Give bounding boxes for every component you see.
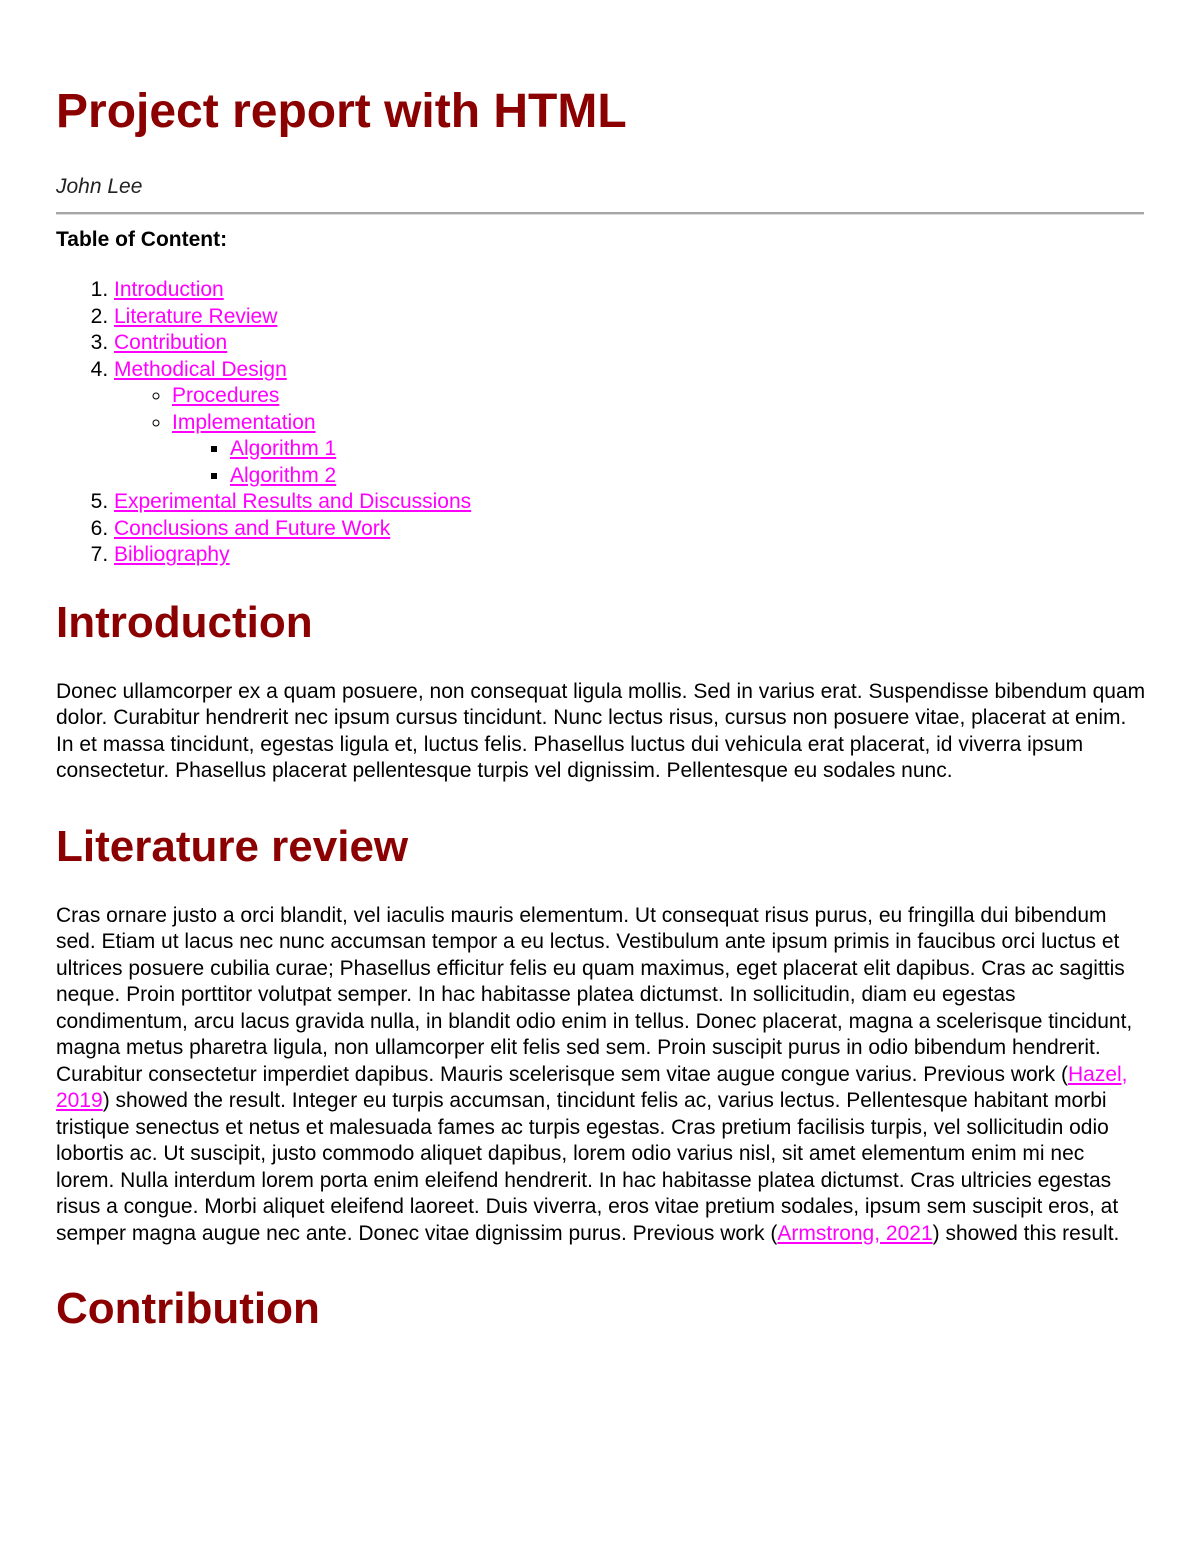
toc-link-literature-review[interactable]: Literature Review	[114, 304, 278, 328]
citation-link-armstrong[interactable]: Armstrong, 2021	[777, 1221, 933, 1245]
toc-link-implementation[interactable]: Implementation	[172, 410, 316, 434]
title-divider	[56, 212, 1144, 215]
table-of-contents	[56, 277, 1144, 569]
toc-item-introduction	[114, 277, 1144, 304]
toc-link-introduction[interactable]: Introduction	[114, 278, 224, 301]
toc-sublist-implementation	[172, 436, 1144, 489]
literature-text-part-2: ) showed the result. Integer eu turpis accumsan, tincidunt felis ac, varius lectus. Pellentesque habitant morbi tristique senectus et netus et malesuada fames ac turpis egestas. Cras pretium facilisis turpis, vel sollicitudin odio lobortis ac. Ut suscipit, justo commodo aliquet dapibus, lorem odio varius nisl, sit amet elementum enim mi nec lorem. Nulla interdum lorem porta enim eleifend hendrerit. In hac habitasse platea dictumst. Cras ultricies egestas risus a congue. Morbi aliquet eleifend laoreet. Duis viverra, eros vitae pretium sodales, ipsum sem suscipit eros, at semper magna augue nec ante. Donec vitae dignissim purus. Previous work (	[56, 1089, 1119, 1245]
toc-link-procedures[interactable]: Procedures	[172, 384, 280, 407]
toc-item-contribution	[114, 330, 1144, 357]
toc-heading: Table of Content:	[56, 228, 228, 251]
toc-item-algorithm-1	[230, 436, 1144, 463]
toc-sublist-methodical-design	[114, 383, 1144, 489]
toc-link-contribution[interactable]: Contribution	[114, 331, 228, 354]
toc-link-bibliography[interactable]: Bibliography	[114, 543, 230, 566]
literature-paragraph	[56, 903, 1146, 1248]
toc-item-implementation	[172, 410, 1144, 490]
toc-item-bibliography	[114, 542, 1144, 569]
toc-link-methodical-design[interactable]: Methodical Design	[114, 357, 287, 381]
toc-item-conclusions	[114, 516, 1144, 543]
toc-item-experimental-results	[114, 489, 1144, 516]
toc-link-conclusions[interactable]: Conclusions and Future Work	[114, 516, 391, 540]
literature-text-part-3: ) showed this result.	[932, 1221, 1120, 1245]
author-name: John Lee	[56, 175, 143, 198]
toc-item-algorithm-2	[230, 463, 1144, 490]
page-title: Project report with HTML	[56, 85, 627, 138]
toc-link-algorithm-1[interactable]: Algorithm 1	[230, 437, 337, 460]
toc-item-methodical-design	[114, 357, 1144, 490]
toc-item-procedures	[172, 383, 1144, 410]
literature-text-part-1: Cras ornare justo a orci blandit, vel iaculis mauris elementum. Ut consequat risus purus, eu fringilla dui bibendum sed. Etiam ut lacus nec nunc accumsan tempor a eu lectus. Vestibulum ante ipsum primis in faucibus orci luctus et ultrices posuere cubilia curae; Phasellus efficitur felis eu quam maximus, eget placerat elit dapibus. Cras ac sagittis neque. Proin porttitor volutpat semper. In hac habitasse platea dictumst. In sollicitudin, diam eu egestas condimentum, arcu lacus gravida nulla, in blandit odio enim in tellus. Donec placerat, magna a scelerisque tincidunt, magna metus pharetra ligula, non ullamcorper elit felis sed sem. Proin suscipit purus in odio bibendum hendrerit. Curabitur consectetur imperdiet dapibus. Mauris scelerisque sem vitae augue congue varius. Previous work (	[56, 903, 1133, 1086]
citation-link-hazel[interactable]: Hazel, 2019	[56, 1062, 1128, 1112]
toc-item-literature-review	[114, 304, 1144, 331]
section-heading-literature-review: Literature review	[56, 821, 409, 871]
section-heading-contribution: Contribution	[56, 1284, 320, 1333]
toc-link-algorithm-2[interactable]: Algorithm 2	[230, 463, 337, 487]
introduction-paragraph: Donec ullamcorper ex a quam posuere, non consequat ligula mollis. Sed in varius erat. Suspendisse bibendum quam dolor. Curabitur hendrerit nec ipsum cursus tincidunt. Nunc lectus risus, cursus non posuere vitae, placerat at enim. In et massa tincidunt, egestas ligula et, luctus felis. Phasellus luctus dui vehicula erat placerat, id viverra ipsum consectetur. Phasellus placerat pellentesque turpis vel dignissim. Pellentesque eu sodales nunc.	[56, 679, 1146, 782]
section-heading-introduction: Introduction	[56, 597, 313, 647]
toc-link-experimental-results[interactable]: Experimental Results and Discussions	[114, 490, 472, 513]
